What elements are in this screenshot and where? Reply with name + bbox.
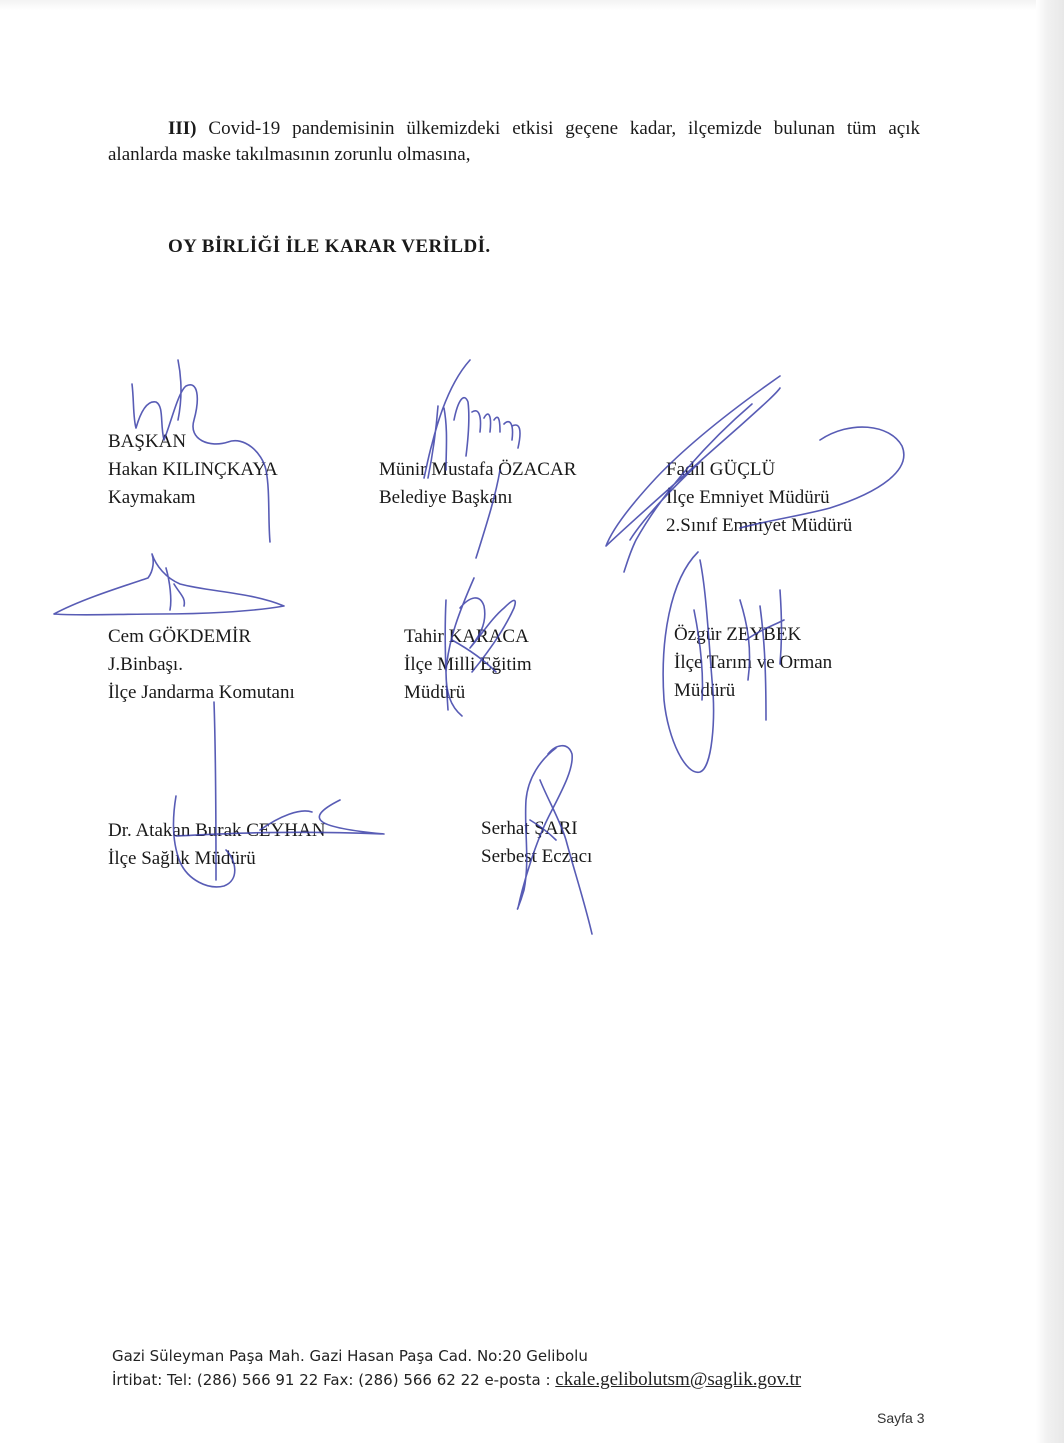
signatory-police [666, 456, 852, 540]
footer-email-link[interactable]: ckale.gelibolutsm@saglik.gov.tr [555, 1369, 802, 1390]
article-number: III) [168, 118, 197, 139]
footer-contact-line [112, 1368, 801, 1392]
signatory-mayor [379, 456, 576, 512]
signatory-line: Dr. Atakan Burak CEYHAN [108, 820, 326, 841]
signatory-line: İlçe Sağlık Müdürü [108, 848, 256, 869]
article-text: Covid-19 pandemisinin ülkemizdeki etkisi geçene kadar, ilçemizde bulunan tüm açık alanlarda maske takılmasının zorunlu olmasına, [108, 118, 920, 165]
signature-gendarmerie [54, 554, 284, 615]
signatory-line: Tahir KARACA [404, 626, 529, 647]
signatory-agriculture [674, 621, 832, 705]
signatory-line: J.Binbaşı. [108, 654, 183, 675]
signatory-line: Serhat ŞARI [481, 818, 578, 839]
signatory-line: Belediye Başkanı [379, 487, 513, 508]
signatory-line: Serbest Eczacı [481, 846, 593, 867]
article-paragraph [108, 116, 920, 168]
signatory-pharmacist [481, 815, 592, 871]
signatory-line: Cem GÖKDEMİR [108, 626, 252, 647]
footer-contact: İrtibat: Tel: (286) 566 91 22 Fax: (286) 566 62 22 e-posta : [112, 1371, 556, 1389]
signatory-health [108, 817, 325, 873]
signatory-gendarmerie [108, 623, 295, 707]
page-number: Sayfa 3 [877, 1410, 925, 1426]
signatory-line: BAŞKAN [108, 431, 187, 452]
signatory-line: Hakan KILINÇKAYA [108, 459, 278, 480]
signatory-chairman [108, 428, 278, 512]
scan-top-strip [0, 0, 1064, 10]
signatory-line: İlçe Milli Eğitim [404, 654, 532, 675]
signatory-line: İlçe Tarım ve Orman [674, 652, 833, 673]
signatory-education [404, 623, 532, 707]
footer-address: Gazi Süleyman Paşa Mah. Gazi Hasan Paşa Cad. No:20 Gelibolu [112, 1347, 588, 1365]
signatory-line: Müdürü [674, 680, 736, 701]
decision-heading: OY BİRLİĞİ İLE KARAR VERİLDİ. [168, 236, 491, 257]
signatory-line: Özgür ZEYBEK [674, 624, 802, 645]
signatory-line: Kaymakam [108, 487, 196, 508]
signatory-line: İlçe Emniyet Müdürü [666, 487, 830, 508]
document-footer [112, 1344, 801, 1392]
signatory-line: Müdürü [404, 682, 466, 703]
signatory-line: İlçe Jandarma Komutanı [108, 682, 295, 703]
signatory-line: 2.Sınıf Emniyet Müdürü [666, 515, 853, 536]
scan-page-edge [1036, 0, 1064, 1443]
signatory-line: Fadıl GÜÇLÜ [666, 459, 776, 480]
signatory-line: Münir Mustafa ÖZACAR [379, 459, 577, 480]
